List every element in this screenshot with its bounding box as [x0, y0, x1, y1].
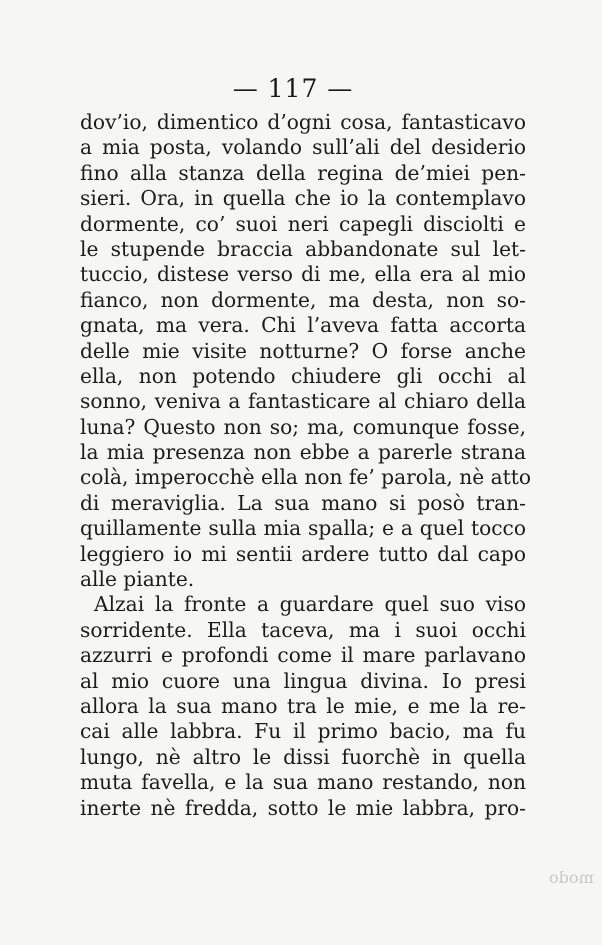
- text-line: sorridente. Ella taceva, ma i suoi occhi: [80, 617, 526, 642]
- text-line: muta favella, e la sua mano restando, non: [80, 770, 526, 795]
- text-line: fianco, non dormente, ma desta, non so-: [80, 287, 526, 312]
- text-line: sonno, veniva a fantasticare al chiaro della: [80, 389, 526, 414]
- text-line: quillamente sulla mia spalla; e a quel tocco: [80, 516, 526, 541]
- text-line: allora la sua mano tra le mie, e me la re-: [80, 693, 526, 718]
- text-line: fino alla stanza della regina de’miei pen-: [80, 160, 526, 185]
- text-line: leggiero io mi sentii ardere tutto dal capo: [80, 541, 526, 566]
- text-line: luna? Questo non so; ma, comunque fosse,: [80, 414, 526, 439]
- text-line: al mio cuore una lingua divina. Io presi: [80, 668, 526, 693]
- body-text: [80, 110, 532, 821]
- text-line: dormente, co’ suoi neri capegli disciolti e: [80, 211, 526, 236]
- text-line: cai alle labbra. Fu il primo bacio, ma fu: [80, 719, 526, 744]
- text-line: gnata, ma vera. Chi l’aveva fatta accorta: [80, 313, 526, 338]
- text-line: tuccio, distese verso di me, ella era al mio: [80, 262, 526, 287]
- paragraph-end-line: alle piante.: [80, 567, 195, 592]
- text-line: delle mie visite notturne? O forse anche: [80, 338, 526, 363]
- text-line: sieri. Ora, in quella che io la contemplavo: [80, 186, 526, 211]
- text-line: dov’io, dimentico d’ogni cosa, fantasticavo: [80, 110, 526, 134]
- text-line: inerte nè fredda, sotto le mie labbra, pro-: [80, 795, 526, 820]
- page-number: — 117 —: [232, 74, 354, 103]
- paragraph-start-line: Alzai la fronte a guardare quel suo viso: [94, 592, 526, 617]
- bleed-through-text: modo: [549, 868, 594, 887]
- text-line: di meraviglia. La sua mano si posò tran-: [80, 490, 526, 515]
- text-line: lungo, nè altro le dissi fuorchè in quella: [80, 744, 526, 769]
- text-line: a mia posta, volando sull’ali del desiderio: [80, 135, 526, 160]
- text-line: le stupende braccia abbandonate sul let-: [80, 236, 526, 261]
- text-line: colà, imperocchè ella non fe’ parola, nè atto: [80, 465, 532, 490]
- text-line: la mia presenza non ebbe a parerle strana: [80, 440, 526, 465]
- text-line: ella, non potendo chiudere gli occhi al: [80, 363, 526, 388]
- text-line: azzurri e profondi come il mare parlavano: [80, 643, 526, 668]
